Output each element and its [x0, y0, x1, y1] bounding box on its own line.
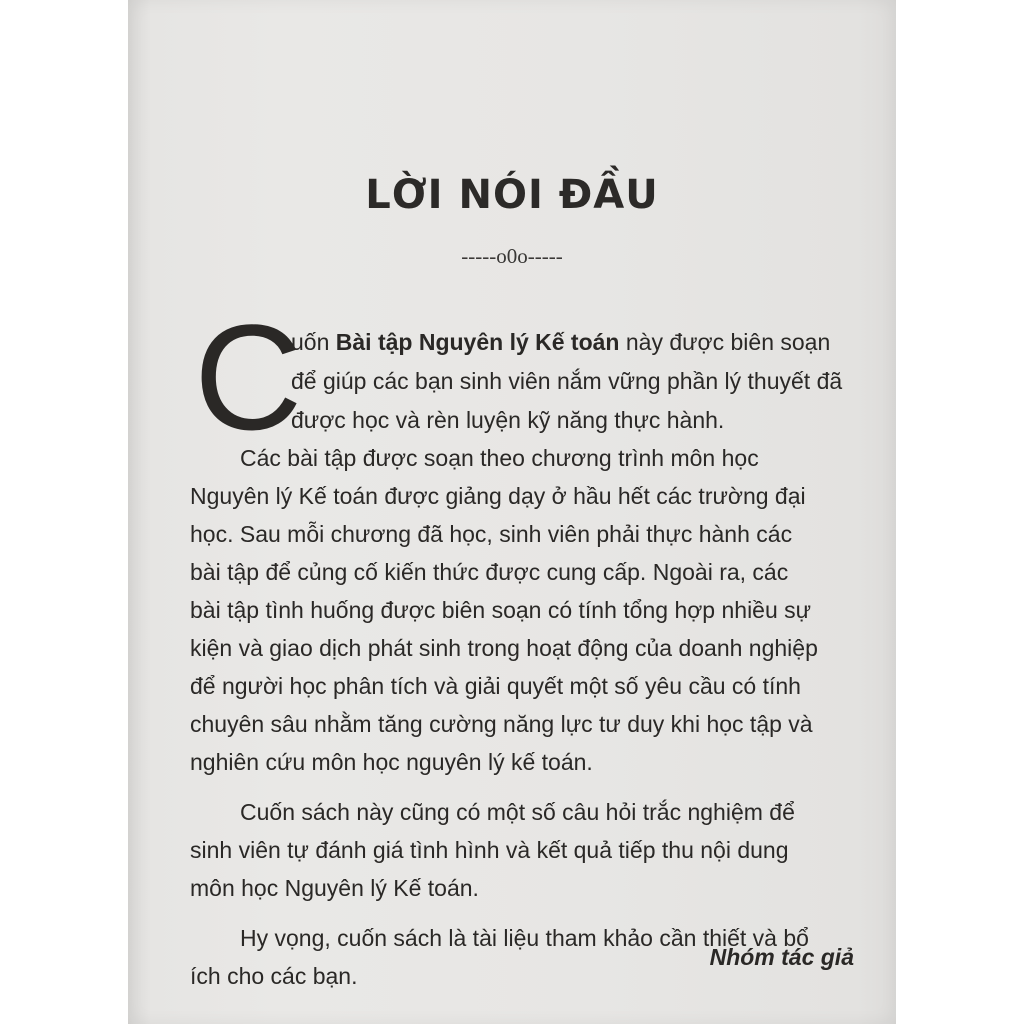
paragraph-1-line-1	[291, 327, 830, 357]
paragraph-1-line-1-start: uốn	[291, 329, 336, 355]
title-separator: -----o0o-----	[461, 244, 563, 268]
paragraph-2-line: kiện và giao dịch phát sinh trong hoạt động của doanh nghiệp	[190, 635, 818, 661]
paragraph-1-line-2: để giúp các bạn sinh viên nắm vững phần lý thuyết đã	[291, 368, 843, 394]
paragraph-2-line: bài tập để củng cố kiến thức được cung cấp. Ngoài ra, các	[190, 559, 789, 585]
paragraph-3-line: sinh viên tự đánh giá tình hình và kết quả tiếp thu nội dung	[190, 837, 789, 863]
paragraph-4-line: ích cho các bạn.	[190, 963, 358, 989]
author-signature: Nhóm tác giả	[709, 944, 854, 970]
page-title: LỜI NÓI ĐẦU	[365, 172, 659, 218]
paragraph-2-line: để người học phân tích và giải quyết một số yêu cầu có tính	[190, 673, 801, 699]
paragraph-4-line: Hy vọng, cuốn sách là tài liệu tham khảo cần thiết và bổ	[240, 925, 809, 951]
drop-cap-letter: C	[194, 293, 303, 461]
paragraph-1-line-1-end: này được biên soạn	[619, 329, 831, 355]
paragraph-2-line: chuyên sâu nhằm tăng cường năng lực tư duy khi học tập và	[190, 711, 813, 737]
paragraph-2-line: bài tập tình huống được biên soạn có tính tổng hợp nhiều sự	[190, 597, 812, 623]
paragraph-3-line: môn học Nguyên lý Kế toán.	[190, 875, 479, 901]
book-title-emphasis: Bài tập Nguyên lý Kế toán	[335, 329, 620, 355]
paragraph-2-line: học. Sau mỗi chương đã học, sinh viên phải thực hành các	[190, 521, 793, 547]
paragraph-3-line: Cuốn sách này cũng có một số câu hỏi trắc nghiệm để	[240, 799, 795, 825]
paragraph-2-line: Nguyên lý Kế toán được giảng dạy ở hầu hết các trường đại	[190, 483, 806, 509]
paragraph-2-line: nghiên cứu môn học nguyên lý kế toán.	[190, 749, 593, 775]
book-page	[128, 0, 896, 1024]
paragraph-1-line-3: được học và rèn luyện kỹ năng thực hành.	[291, 407, 725, 433]
paragraph-2-line: Các bài tập được soạn theo chương trình môn học	[240, 445, 759, 471]
